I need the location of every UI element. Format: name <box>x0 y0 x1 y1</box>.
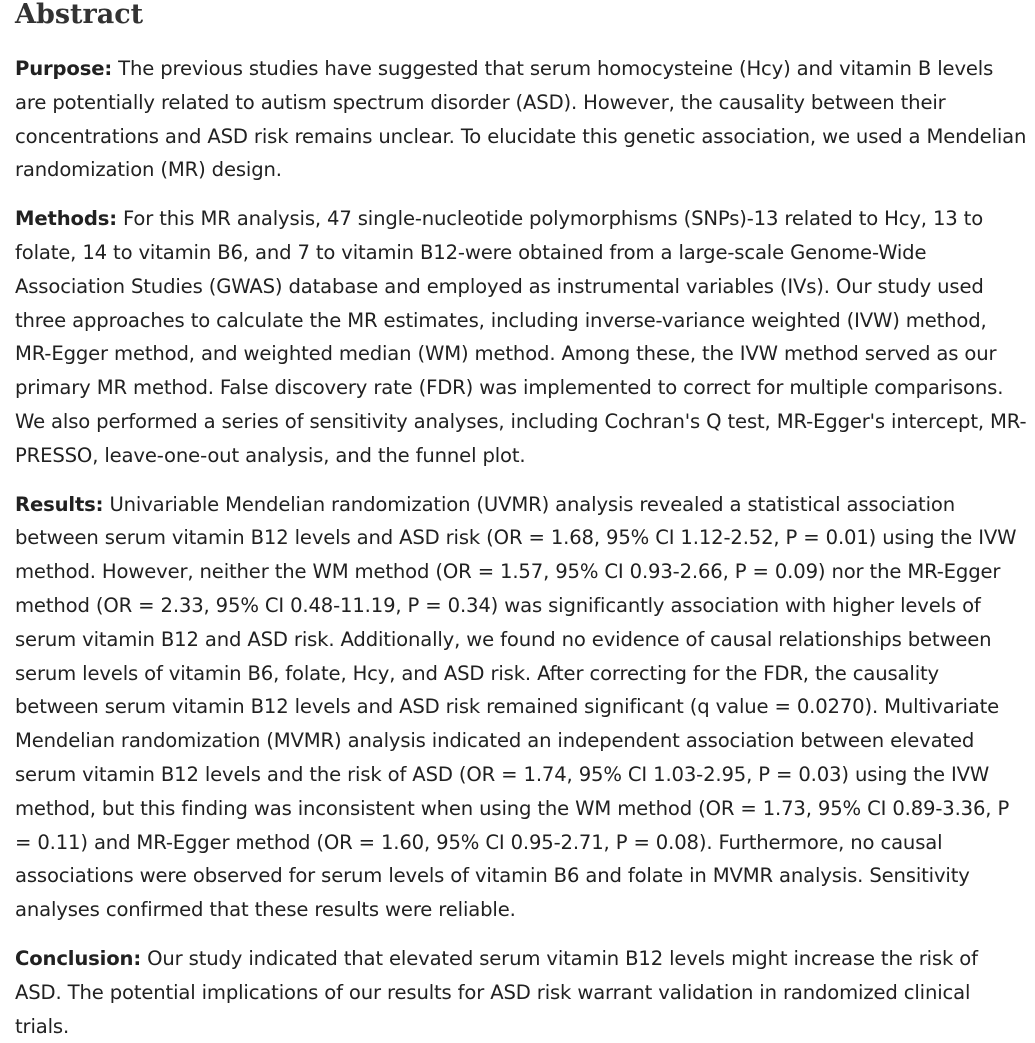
purpose-text: The previous studies have suggested that serum homocysteine (Hcy) and vitamin B levels are potentially related to autism spectrum disorder (ASD). However, the causality between their concentrations and ASD risk remains unclear. To elucidate this genetic association, we used a Mendelian randomization (MR) design. <box>15 57 1027 182</box>
abstract-methods-paragraph <box>15 202 1027 472</box>
results-label: Results: <box>15 492 104 516</box>
purpose-label: Purpose: <box>15 57 113 80</box>
methods-text: For this MR analysis, 47 single-nucleotide polymorphisms (SNPs)-13 related to Hcy, 13 to folate, 14 to vitamin B6, and 7 to vitamin B12-were obtained from a large-scale Genome-Wide Association Studies (GWAS) database and employed as instrumental variables (IVs). Our study used three approaches to calculate the MR estimates, including inverse-variance weighted (IVW) method, MR-Egger method, and weighted median (WM) method. Among these, the IVW method served as our primary MR method. False discovery rate (FDR) was implemented to correct for multiple comparisons. We also performed a series of sensitivity analyses, including Cochran's Q test, MR-Egger's intercept, MR-PRESSO, leave-one-out analysis, and the funnel plot. <box>15 207 1027 467</box>
results-text: Univariable Mendelian randomization (UVMR) analysis revealed a statistical association between serum vitamin B12 levels and ASD risk (OR = 1.68, 95% CI 1.12-2.52, P = 0.01) using the IVW method. However, neither the WM method (OR = 1.57, 95% CI 0.93-2.66, P = 0.09) nor the MR-Egger method (OR = 2.33, 95% CI 0.48-11.19, P = 0.34) was significantly association with higher levels of serum vitamin B12 and ASD risk. Additionally, we found no evidence of causal relationships between serum levels of vitamin B6, folate, Hcy, and ASD risk. After correcting for the FDR, the causality between serum vitamin B12 levels and ASD risk remained significant (q value = 0.0270). Multivariate Mendelian randomization (MVMR) analysis indicated an independent association between elevated serum vitamin B12 levels and the risk of ASD (OR = 1.74, 95% CI 1.03-2.95, P = 0.03) using the IVW method, but this finding was inconsistent when using the WM method (OR = 1.73, 95% CI 0.89-3.36, P = 0.11) and MR-Egger method (OR = 1.60, 95% CI 0.95-2.71, P = 0.08). Furthermore, no causal associations were observed for serum levels of vitamin B6 and folate in MVMR analysis. Sensitivity analyses confirmed that these results were reliable. <box>15 492 1017 922</box>
abstract-purpose-paragraph <box>15 52 1027 187</box>
abstract-conclusion-paragraph <box>15 942 1027 1043</box>
abstract-results-paragraph <box>15 488 1027 927</box>
methods-label: Methods: <box>15 207 117 231</box>
conclusion-label: Conclusion: <box>15 946 142 970</box>
abstract-section <box>15 0 1027 1043</box>
conclusion-text: Our study indicated that elevated serum vitamin B12 levels might increase the risk of ASD. The potential implications of our results for ASD risk warrant validation in randomized clinical trials. <box>15 946 978 1038</box>
abstract-heading: Abstract <box>15 0 144 30</box>
